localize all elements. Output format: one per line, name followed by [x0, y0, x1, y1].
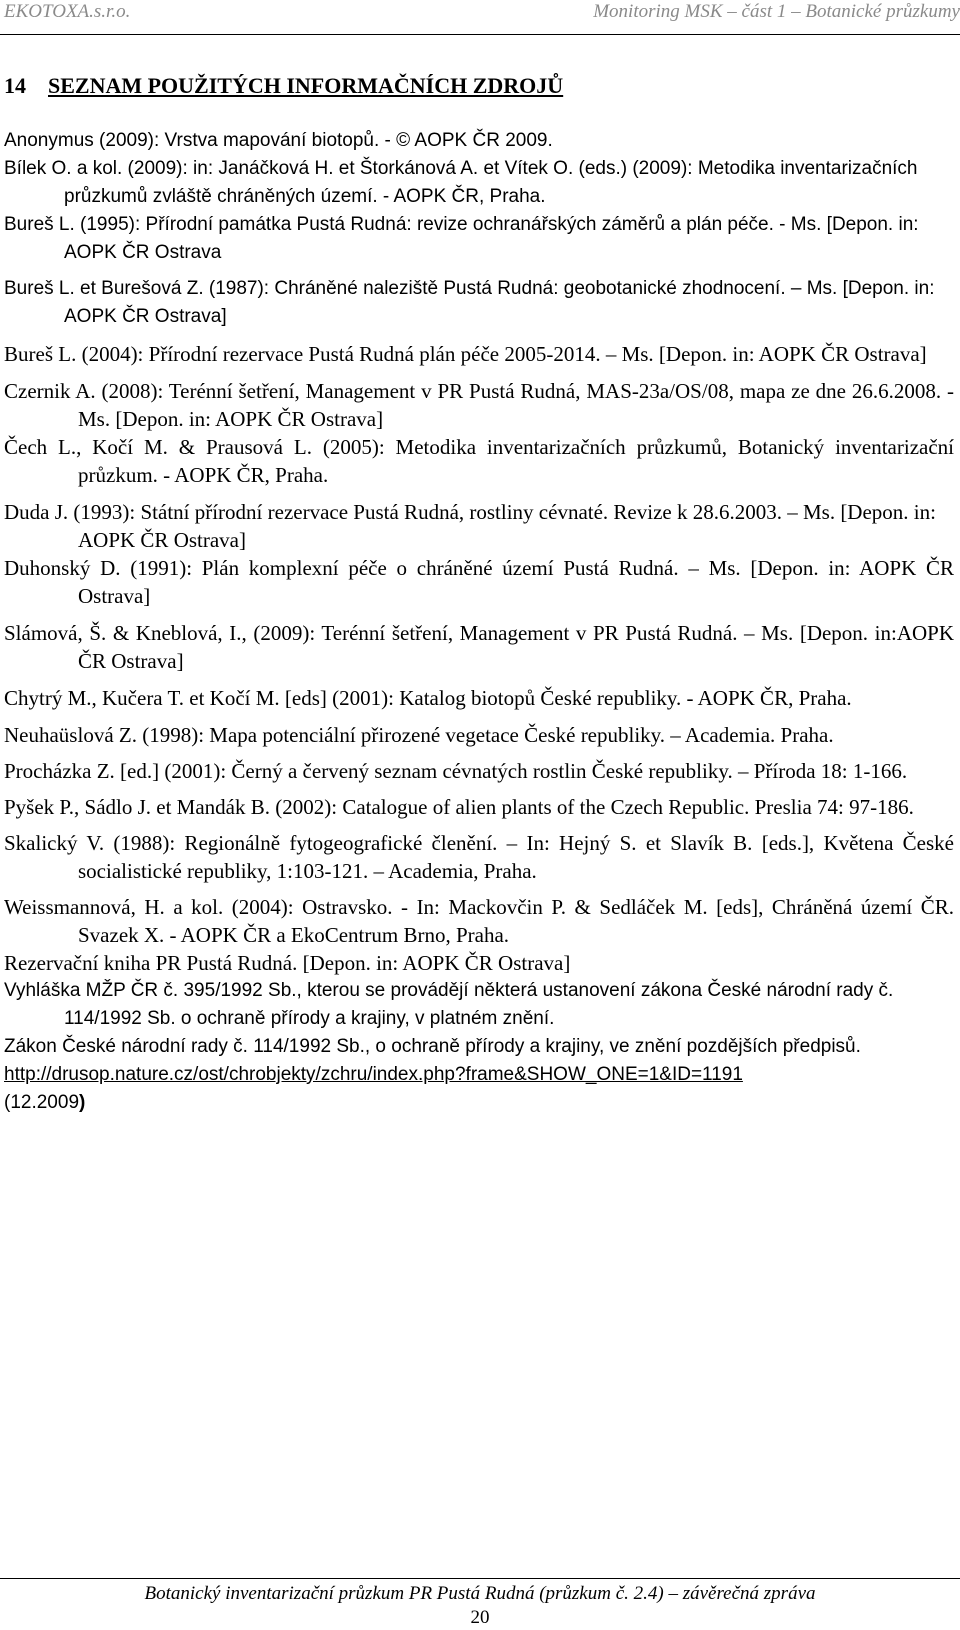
page-footer: Botanický inventarizační průzkum PR Pustá Rudná (průzkum č. 2.4) – závěrečná zpráva	[144, 1583, 816, 1604]
reference-item: Neuhaüslová Z. (1998): Mapa potenciální přirozené vegetace České republiky. – Academia. Praha.	[4, 723, 834, 747]
reference-url-date	[4, 1089, 954, 1117]
reference-item: Anonymus (2009): Vrstva mapování biotopů. - © AOPK ČR 2009.	[4, 130, 553, 151]
section-number: 14	[4, 73, 26, 98]
reference-item: Duhonský D. (1991): Plán komplexní péče o chráněné území Pustá Rudná. – Ms. [Depon. in: AOPK ČR Ostrava]	[4, 556, 954, 608]
reference-list	[4, 127, 954, 1117]
reference-item: Czernik A. (2008): Terénní šetření, Management v PR Pustá Rudná, MAS-23a/OS/08, mapa ze dne 26.6.2008. - Ms. [Depon. in: AOPK ČR Ostrava]	[4, 379, 954, 431]
page-header	[0, 0, 960, 35]
section-title-text: SEZNAM POUŽITÝCH INFORMAČNÍCH ZDROJŮ	[48, 73, 564, 98]
reference-item: Bílek O. a kol. (2009): in: Janáčková H. et Štorkánová A. et Vítek O. (eds.) (2009): Metodika inventarizačních průzkumů zvláště chráněných území. - AOPK ČR, Praha.	[4, 158, 918, 207]
reference-item: Skalický V. (1988): Regionálně fytogeografické členění. – In: Hejný S. et Slavík B. [eds.], Květena České socialistické republiky, 1:103-121. – Academia, Praha.	[4, 831, 954, 883]
reference-url-link[interactable]: http://drusop.nature.cz/ost/chrobjekty/zchru/index.php?frame&SHOW_ONE=1&ID=1191	[4, 1064, 743, 1085]
reference-item: Procházka Z. [ed.] (2001): Černý a červený seznam cévnatých rostlin České republiky. – Příroda 18: 1-166.	[4, 759, 908, 783]
header-document-title: Monitoring MSK – část 1 – Botanické průzkumy	[593, 1, 960, 22]
section-title	[4, 73, 563, 99]
reference-item: Bureš L. et Burešová Z. (1987): Chráněné naleziště Pustá Rudná: geobotanické zhodnocení. – Ms. [Depon. in: AOPK ČR Ostrava]	[4, 278, 935, 327]
reference-item: Slámová, Š. & Kneblová, I., (2009): Terénní šetření, Management v PR Pustá Rudná. – Ms. [Depon. in:AOPK ČR Ostrava]	[4, 621, 954, 673]
reference-url-date-text: (12.2009	[4, 1092, 80, 1113]
reference-item: Bureš L. (2004): Přírodní rezervace Pustá Rudná plán péče 2005-2014. – Ms. [Depon. in: AOPK ČR Ostrava]	[4, 342, 927, 366]
reference-url-line	[4, 1061, 954, 1089]
header-company: EKOTOXA.s.r.o.	[4, 1, 131, 22]
reference-item: Duda J. (1993): Státní přírodní rezervace Pustá Rudná, rostliny cévnaté. Revize k 28.6.2003. – Ms. [Depon. in: AOPK ČR Ostrava]	[4, 500, 936, 552]
reference-item: Vyhláška MŽP ČR č. 395/1992 Sb., kterou se provádějí některá ustanovení zákona České národní rady č. 114/1992 Sb. o ochraně přírody a krajiny, v platném znění.	[4, 980, 894, 1029]
reference-item: Pyšek P., Sádlo J. et Mandák B. (2002): Catalogue of alien plants of the Czech Republic. Preslia 74: 97-186.	[4, 795, 914, 819]
reference-item: Weissmannová, H. a kol. (2004): Ostravsko. - In: Mackovčin P. & Sedláček M. [eds], Chráněná území ČR. Svazek X. - AOPK ČR a EkoCentrum Brno, Praha.	[4, 895, 954, 947]
reference-item: Bureš L. (1995): Přírodní památka Pustá Rudná: revize ochranářských záměrů a plán péče. - Ms. [Depon. in: AOPK ČR Ostrava	[4, 214, 919, 263]
reference-url-date-close: )	[79, 1092, 86, 1113]
reference-item: Zákon České národní rady č. 114/1992 Sb., o ochraně přírody a krajiny, ve znění pozdějších předpisů.	[4, 1036, 861, 1057]
reference-item: Chytrý M., Kučera T. et Kočí M. [eds] (2001): Katalog biotopů České republiky. - AOPK ČR, Praha.	[4, 686, 852, 710]
reference-item: Čech L., Kočí M. & Prausová L. (2005): Metodika inventarizačních průzkumů, Botanický inventarizační průzkum. - AOPK ČR, Praha.	[4, 435, 954, 487]
footer-divider	[0, 1578, 960, 1579]
reference-item: Rezervační kniha PR Pustá Rudná. [Depon. in: AOPK ČR Ostrava]	[4, 951, 571, 975]
page-number: 20	[470, 1607, 490, 1628]
